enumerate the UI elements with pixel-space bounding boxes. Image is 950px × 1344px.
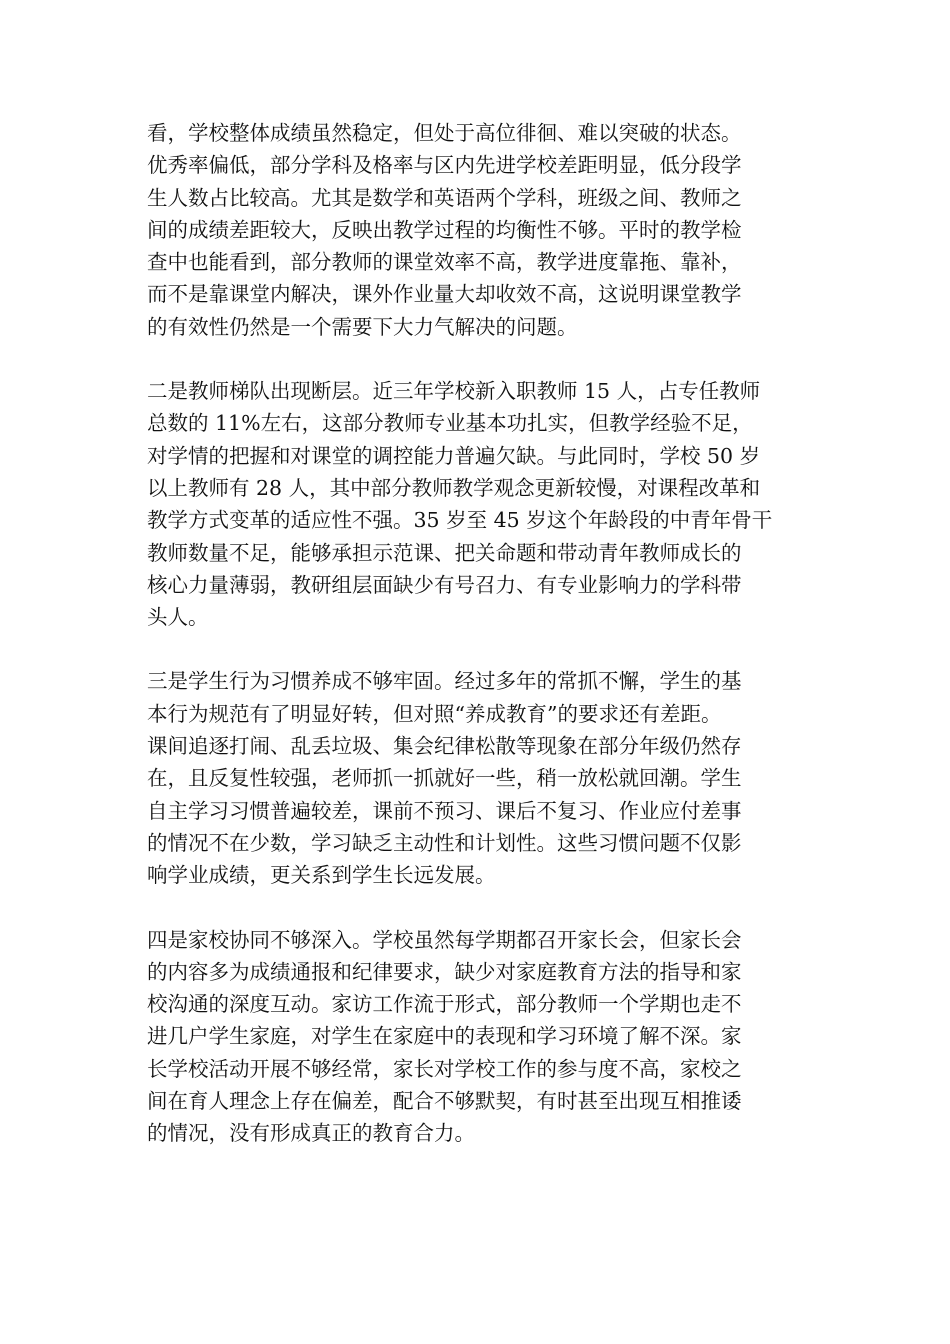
paragraph-student-habits: 三是学生行为习惯养成不够牢固。经过多年的常抓不懈，学生的基 本行为规范有了明显好转，但对照“养成教育”的要求还有差距。 课间追逐打闹、乱丢垃圾、集会纪律松散等现象在部分年级仍然存 在，且反复性较强，老师抓一抓就好一些，稍一放松就回潮。学生 自主学习习惯普遍较差，课前不预习、课后不复习、作业应付差事 的情况不在少数，学习缺乏主动性和计划性。这些习惯问题不仅影 响学业成绩，更关系到学生长远发展。 (147, 669, 742, 888)
document-body (147, 117, 807, 1150)
paragraph-home-school: 四是家校协同不够深入。学校虽然每学期都召开家长会，但家长会 的内容多为成绩通报和纪律要求，缺少对家庭教育方法的指导和家 校沟通的深度互动。家访工作流于形式，部分教师一个学期也走不 进几户学生家庭，对学生在家庭中的表现和学习环境了解不深。家 长学校活动开展不够经常，家长对学校工作的参与度不高，家校之 间在育人理念上存在偏差，配合不够默契，有时甚至出现互相推诿 的情况，没有形成真正的教育合力。 (147, 927, 742, 1146)
paragraph-teacher-team: 二是教师梯队出现断层。近三年学校新入职教师 15 人，占专任教师 总数的 11%左右，这部分教师专业基本功扎实，但教学经验不足， 对学情的把握和对课堂的调控能力普遍欠缺。与此同时，学校 50 岁 以上教师有 28 人，其中部分教师教学观念更新较慢，对课程改革和 教学方式变革的适应性不强。35 岁至 45 岁这个年龄段的中青年骨干 教师数量不足，能够承担示范课、把关命题和带动青年教师成长的 核心力量薄弱，教研组层面缺少有号召力、有专业影响力的学科带 头人。 (147, 379, 773, 630)
paragraph-teaching-quality: 看，学校整体成绩虽然稳定，但处于高位徘徊、难以突破的状态。 优秀率偏低，部分学科及格率与区内先进学校差距明显，低分段学 生人数占比较高。尤其是数学和英语两个学科，班级之间、教师之 间的成绩差距较大，反映出教学过程的均衡性不够。平时的教学检 查中也能看到，部分教师的课堂效率不高，教学进度靠拖、靠补， 而不是靠课堂内解决，课外作业量大却收效不高，这说明课堂教学 的有效性仍然是一个需要下大力气解决的问题。 (147, 121, 742, 339)
